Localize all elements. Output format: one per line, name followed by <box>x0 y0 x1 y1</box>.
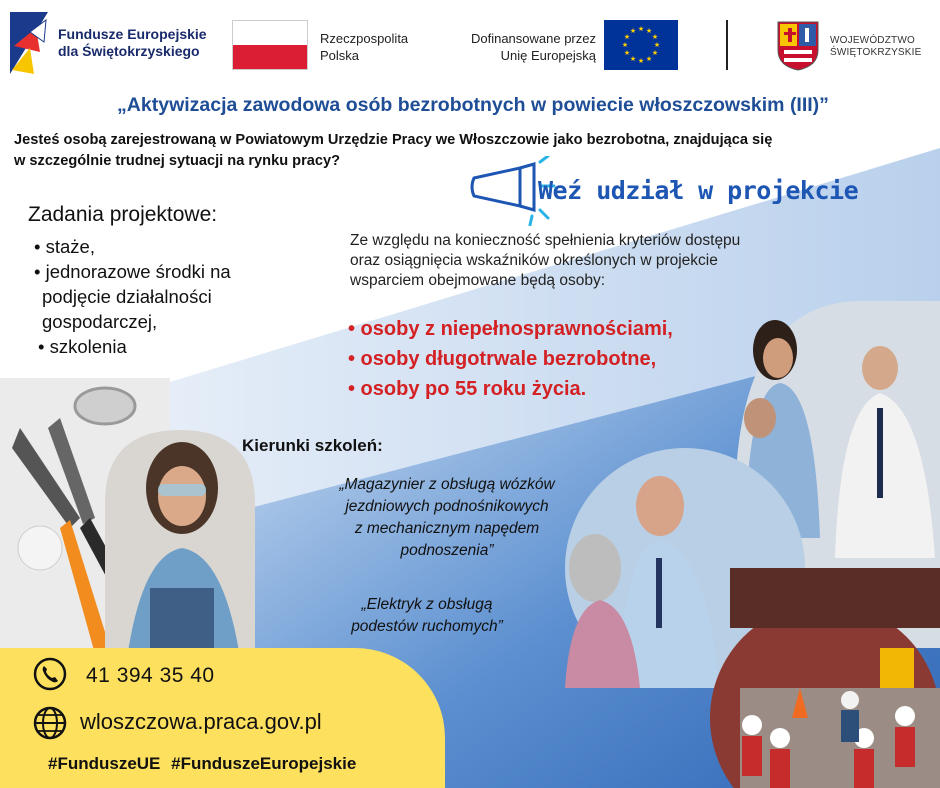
svg-text:★: ★ <box>629 55 637 63</box>
target-groups-list <box>348 314 673 404</box>
eu-logo-text: Dofinansowane przez Unię Europejską <box>470 31 596 63</box>
hashtags: #FunduszeUE #FunduszeEuropejskie <box>48 754 357 773</box>
tasks-list <box>34 234 231 359</box>
svg-text:★: ★ <box>637 25 645 33</box>
poland-flag-icon <box>232 20 308 70</box>
svg-text:★: ★ <box>651 33 659 41</box>
list-item: • osoby długotrwale bezrobotne, <box>348 348 657 370</box>
svg-text:★: ★ <box>653 41 661 49</box>
funds-logo-text: Fundusze Europejskie dla Świętokrzyskiego <box>58 26 207 59</box>
list-item: • staże, <box>34 236 95 257</box>
list-item: podjęcie działalności <box>42 286 212 307</box>
course-electrician: „Elektryk z obsługą podestów ruchomych” <box>351 596 503 635</box>
svg-text:★: ★ <box>623 33 631 41</box>
phone-number[interactable]: 41 394 35 40 <box>86 664 215 687</box>
courses-heading: Kierunki szkoleń: <box>242 436 383 455</box>
phone-icon <box>32 656 68 692</box>
tasks-heading: Zadania projektowe: <box>28 203 218 226</box>
voivodeship-crest-icon <box>776 20 820 72</box>
svg-text:★: ★ <box>621 41 629 49</box>
svg-text:★: ★ <box>623 49 631 57</box>
list-item: • szkolenia <box>38 336 127 357</box>
eligibility-criteria: Ze względu na konieczność spełnienia kryteriów dostępu oraz osiągnięcia wskaźników określonych w projekcie wsparciem obejmowane będą osoby: <box>350 232 741 289</box>
globe-icon <box>32 705 68 741</box>
course-warehouse: „Magazynier z obsługą wózków jezdniowych podnośnikowych z mechanicznym napędem podnoszenia” <box>339 476 555 559</box>
svg-text:★: ★ <box>645 55 653 63</box>
svg-text:★: ★ <box>645 27 653 35</box>
poland-logo-text: Rzeczpospolita Polska <box>320 31 409 63</box>
project-title: „Aktywizacja zawodowa osób bezrobotnych w powiecie włoszczowskim (III)” <box>117 94 829 116</box>
svg-text:★: ★ <box>651 49 659 57</box>
logo-divider <box>726 20 728 70</box>
voivodeship-logo-text: WOJEWÓDZTWO ŚWIĘTOKRZYSKIE <box>830 35 922 58</box>
funds-logo-icon <box>10 12 48 74</box>
website-link[interactable]: wloszczowa.praca.gov.pl <box>80 709 322 734</box>
cta-join-project: Weź udział w projekcie <box>538 176 859 205</box>
eu-flag-icon <box>604 20 678 70</box>
svg-text:★: ★ <box>629 27 637 35</box>
logo-strip <box>0 0 940 88</box>
list-item: • osoby z niepełnosprawnościami, <box>348 318 673 340</box>
list-item: gospodarczej, <box>42 311 158 332</box>
list-item: • osoby po 55 roku życia. <box>348 378 587 400</box>
svg-text:★: ★ <box>637 57 645 65</box>
target-question: Jesteś osobą zarejestrowaną w Powiatowym Urzędzie Pracy we Włoszczowie jako bezrobotna, znajdująca się w szczególnie trudnej sytuacji na rynku pracy? <box>14 132 773 169</box>
list-item: • jednorazowe środki na <box>34 261 231 282</box>
